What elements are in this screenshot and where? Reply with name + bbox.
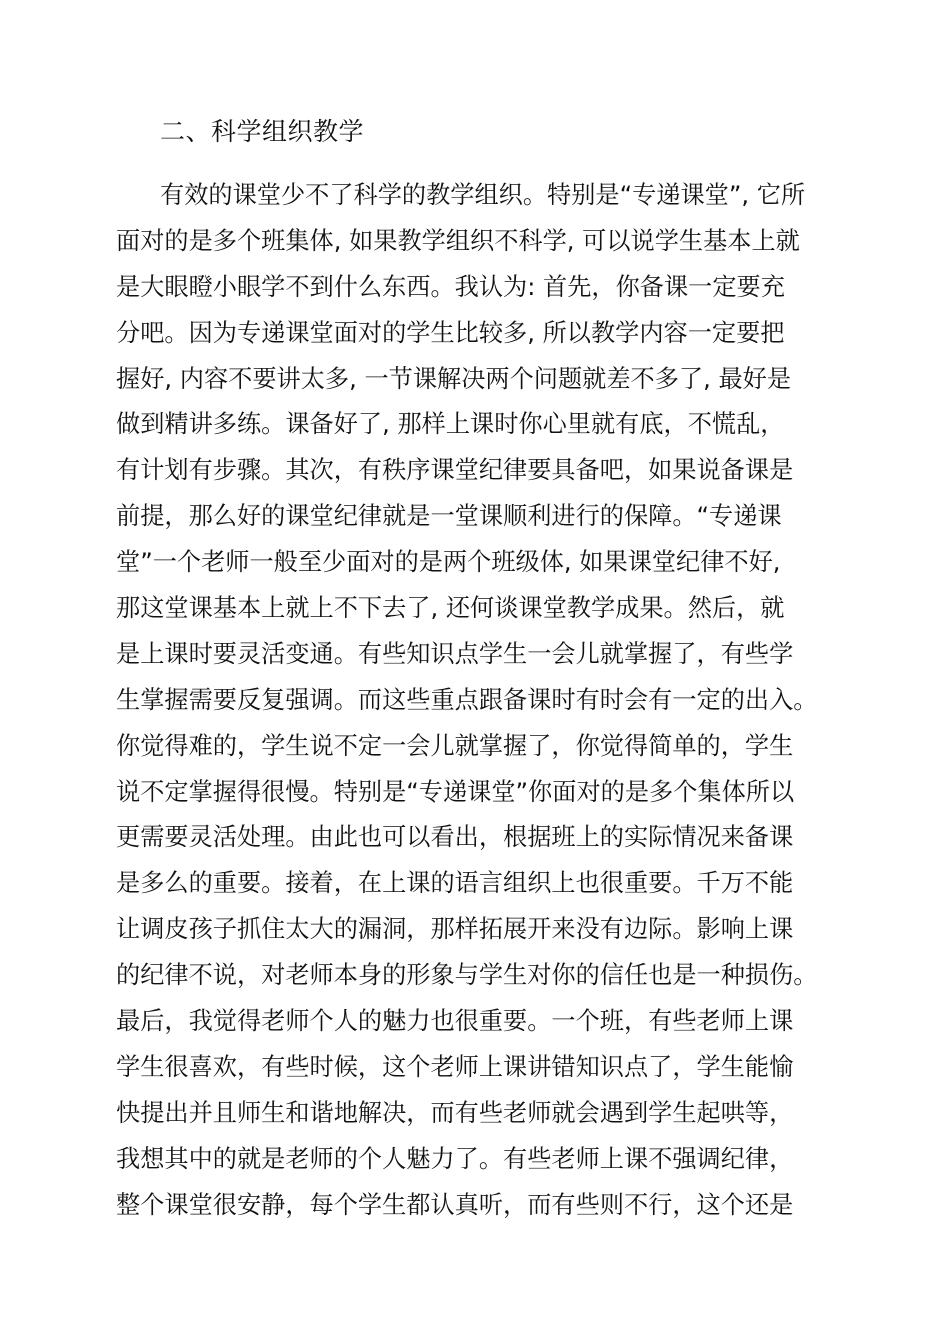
paragraph-line: 说不定掌握得很慢。特别是“专递课堂”你面对的是多个集体所以 bbox=[116, 777, 795, 806]
paragraph-line: 最后，我觉得老师个人的魅力也很重要。一个班，有些老师上课 bbox=[116, 1007, 794, 1036]
paragraph-line: 做到精讲多练。课备好了, 那样上课时你心里就有底，不慌乱， bbox=[116, 410, 785, 439]
paragraph-line: 整个课堂很安静，每个学生都认真听，而有些则不行，这个还是 bbox=[116, 1190, 794, 1219]
paragraph-line: 的纪律不说，对老师本身的形象与学生对你的信任也是一种损伤。 bbox=[116, 961, 818, 990]
paragraph-line: 快提出并且师生和谐地解决，而有些老师就会遇到学生起哄等， bbox=[116, 1098, 794, 1127]
paragraph-line: 握好, 内容不要讲太多, 一节课解决两个问题就差不多了, 最好是 bbox=[116, 364, 792, 393]
paragraph-body bbox=[116, 173, 846, 1228]
paragraph-line: 有计划有步骤。其次，有秩序课堂纪律要具备吧，如果说备课是 bbox=[116, 456, 794, 485]
paragraph-line: 是大眼瞪小眼学不到什么东西。我认为: 首先，你备课一定要充 bbox=[116, 272, 785, 301]
paragraph-line: 我想其中的就是老师的个人魅力了。有些老师上课不强调纪律， bbox=[116, 1144, 794, 1173]
paragraph-line: 面对的是多个班集体, 如果教学组织不科学, 可以说学生基本上就 bbox=[116, 226, 800, 255]
paragraph-line: 让调皮孩子抓住太大的漏洞，那样拓展开来没有边际。影响上课 bbox=[116, 915, 794, 944]
paragraph-line: 堂”一个老师一般至少面对的是两个班级体, 如果课堂纪律不好, bbox=[116, 548, 781, 577]
paragraph-line: 有效的课堂少不了科学的教学组织。特别是“专递课堂”, 它所 bbox=[160, 181, 806, 209]
paragraph-line: 前提，那么好的课堂纪律就是一堂课顺利进行的保障。“专递课 bbox=[116, 502, 782, 531]
paragraph-line: 更需要灵活处理。由此也可以看出，根据班上的实际情况来备课 bbox=[116, 823, 794, 852]
paragraph-line: 你觉得难的，学生说不定一会儿就掌握了，你觉得简单的，学生 bbox=[116, 731, 794, 760]
paragraph-line: 那这堂课基本上就上不下去了, 还何谈课堂教学成果。然后，就 bbox=[116, 594, 785, 623]
section-heading: 二、科学组织教学 bbox=[160, 117, 365, 146]
paragraph-line: 学生很喜欢，有些时候，这个老师上课讲错知识点了，学生能愉 bbox=[116, 1052, 794, 1081]
paragraph-line: 生掌握需要反复强调。而这些重点跟备课时有时会有一定的出入。 bbox=[116, 685, 818, 714]
paragraph-line: 是多么的重要。接着，在上课的语言组织上也很重要。千万不能 bbox=[116, 869, 794, 898]
paragraph-line: 是上课时要灵活变通。有些知识点学生一会儿就掌握了，有些学 bbox=[116, 639, 794, 668]
paragraph-line: 分吧。因为专递课堂面对的学生比较多, 所以教学内容一定要把 bbox=[116, 318, 785, 347]
